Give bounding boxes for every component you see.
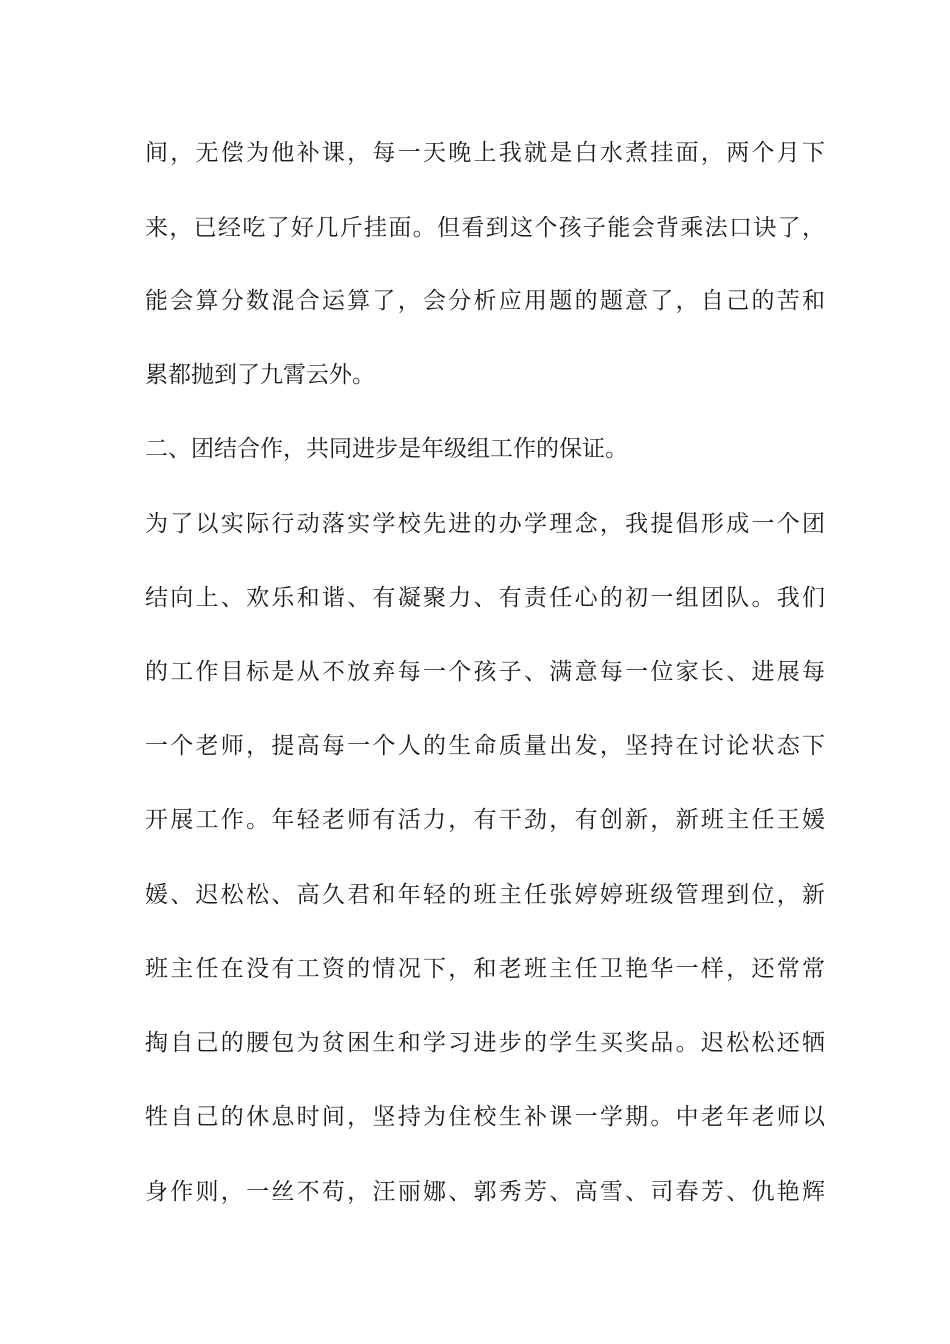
text-line: 班主任在没有工资的情况下，和老班主任卫艳华一样，还常常 xyxy=(145,956,825,982)
text-line: 为了以实际行动落实学校先进的办学理念，我提倡形成一个团 xyxy=(145,511,825,537)
text-line: 媛、迟松松、高久君和年轻的班主任张婷婷班级管理到位，新 xyxy=(145,882,825,908)
text-line: 来，已经吃了好几斤挂面。但看到这个孩子能会背乘法口诀了， xyxy=(145,215,825,241)
text-line: 掏自己的腰包为贫困生和学习进步的学生买奖品。迟松松还牺 xyxy=(145,1030,825,1056)
text-line: 一个老师，提高每一个人的生命质量出发，坚持在讨论状态下 xyxy=(145,733,825,759)
text-line: 开展工作。年轻老师有活力，有干劲，有创新，新班主任王媛 xyxy=(145,807,825,833)
text-line: 身作则，一丝不苟，汪丽娜、郭秀芳、高雪、司春芳、仇艳辉 xyxy=(145,1179,825,1205)
section-heading: 二、团结合作，共同进步是年级组工作的保证。 xyxy=(145,436,628,462)
text-line: 牲自己的休息时间，坚持为住校生补课一学期。中老年老师以 xyxy=(145,1104,825,1130)
text-line: 间，无偿为他补课，每一天晚上我就是白水煮挂面，两个月下 xyxy=(145,140,825,166)
text-line: 的工作目标是从不放弃每一个孩子、满意每一位家长、进展每 xyxy=(145,659,825,685)
text-line: 能会算分数混合运算了，会分析应用题的题意了，自己的苦和 xyxy=(145,288,825,314)
text-line: 结向上、欢乐和谐、有凝聚力、有责任心的初一组团队。我们 xyxy=(145,585,825,611)
text-line: 累都抛到了九霄云外。 xyxy=(145,362,375,388)
